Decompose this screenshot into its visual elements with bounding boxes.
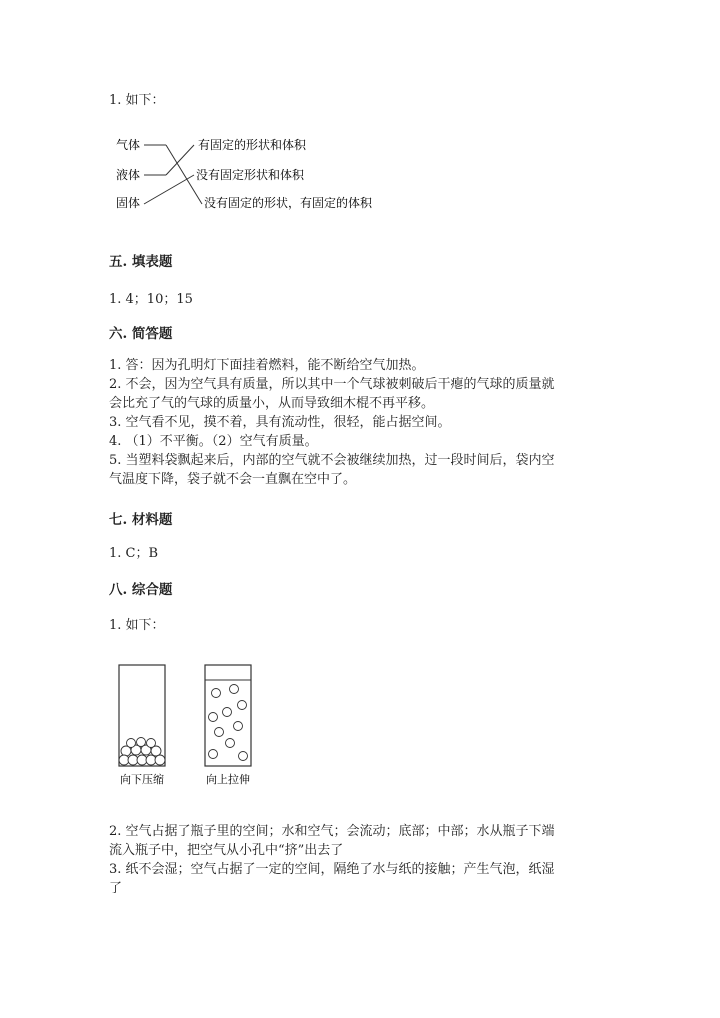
section-8-line-2: 流入瓶子中，把空气从小孔中“挤”出去了 (109, 843, 344, 858)
section-7-title: 七. 材料题 (109, 512, 173, 528)
caption-stretch: 向上拉伸 (206, 773, 250, 786)
matching-diagram (100, 128, 400, 218)
left-liquid: 液体 (116, 168, 141, 182)
line-solid-to-right-2 (144, 175, 194, 204)
section-5-answer: 1. 4；10；15 (109, 292, 193, 307)
section-6-title: 六. 简答题 (109, 326, 173, 342)
item-1-label: 1. 如下： (109, 93, 165, 108)
section-7-answer: 1. C；B (109, 546, 159, 561)
section-8-line-4: 了 (109, 881, 123, 896)
section-5-title: 五. 填表题 (109, 254, 173, 270)
section-6-line-2: 2. 不会，因为空气具有质量，所以其中一个气球被刺破后干瘪的气球的质量就 (109, 377, 555, 392)
left-solid: 固体 (116, 196, 141, 210)
line-liquid-to-right-1 (166, 145, 194, 175)
right-fixed-volume: 没有固定的形状，有固定的体积 (204, 196, 373, 210)
left-gas: 气体 (116, 138, 141, 152)
section-6-line-1: 1. 答：因为孔明灯下面挂着燃料，能不断给空气加热。 (109, 358, 425, 373)
right-fixed-shape-volume: 有固定的形状和体积 (198, 138, 307, 152)
section-8-line-3: 3. 纸不会湿；空气占据了一定的空间，隔绝了水与纸的接触；产生气泡，纸湿 (109, 862, 555, 877)
caption-compress: 向下压缩 (120, 773, 164, 786)
section-8-title: 八. 综合题 (109, 582, 173, 598)
section-6-line-5: 4. （1）不平衡。（2）空气有质量。 (109, 434, 318, 449)
bottle-figure (110, 660, 270, 790)
section-6-line-3: 会比充了气的气球的质量小，从而导致细木棍不再平移。 (109, 396, 435, 411)
section-6-line-6: 5. 当塑料袋飘起来后，内部的空气就不会被继续加热，过一段时间后，袋内空 (109, 453, 555, 468)
section-6-line-7: 气温度下降，袋子就不会一直飘在空中了。 (109, 472, 357, 487)
right-no-fixed: 没有固定形状和体积 (196, 168, 305, 182)
section-8-item-1: 1. 如下： (109, 618, 165, 633)
section-6-line-4: 3. 空气看不见，摸不着，具有流动性，很轻，能占据空间。 (109, 415, 451, 430)
section-8-line-1: 2. 空气占据了瓶子里的空间；水和空气；会流动；底部；中部；水从瓶子下端 (109, 824, 555, 839)
